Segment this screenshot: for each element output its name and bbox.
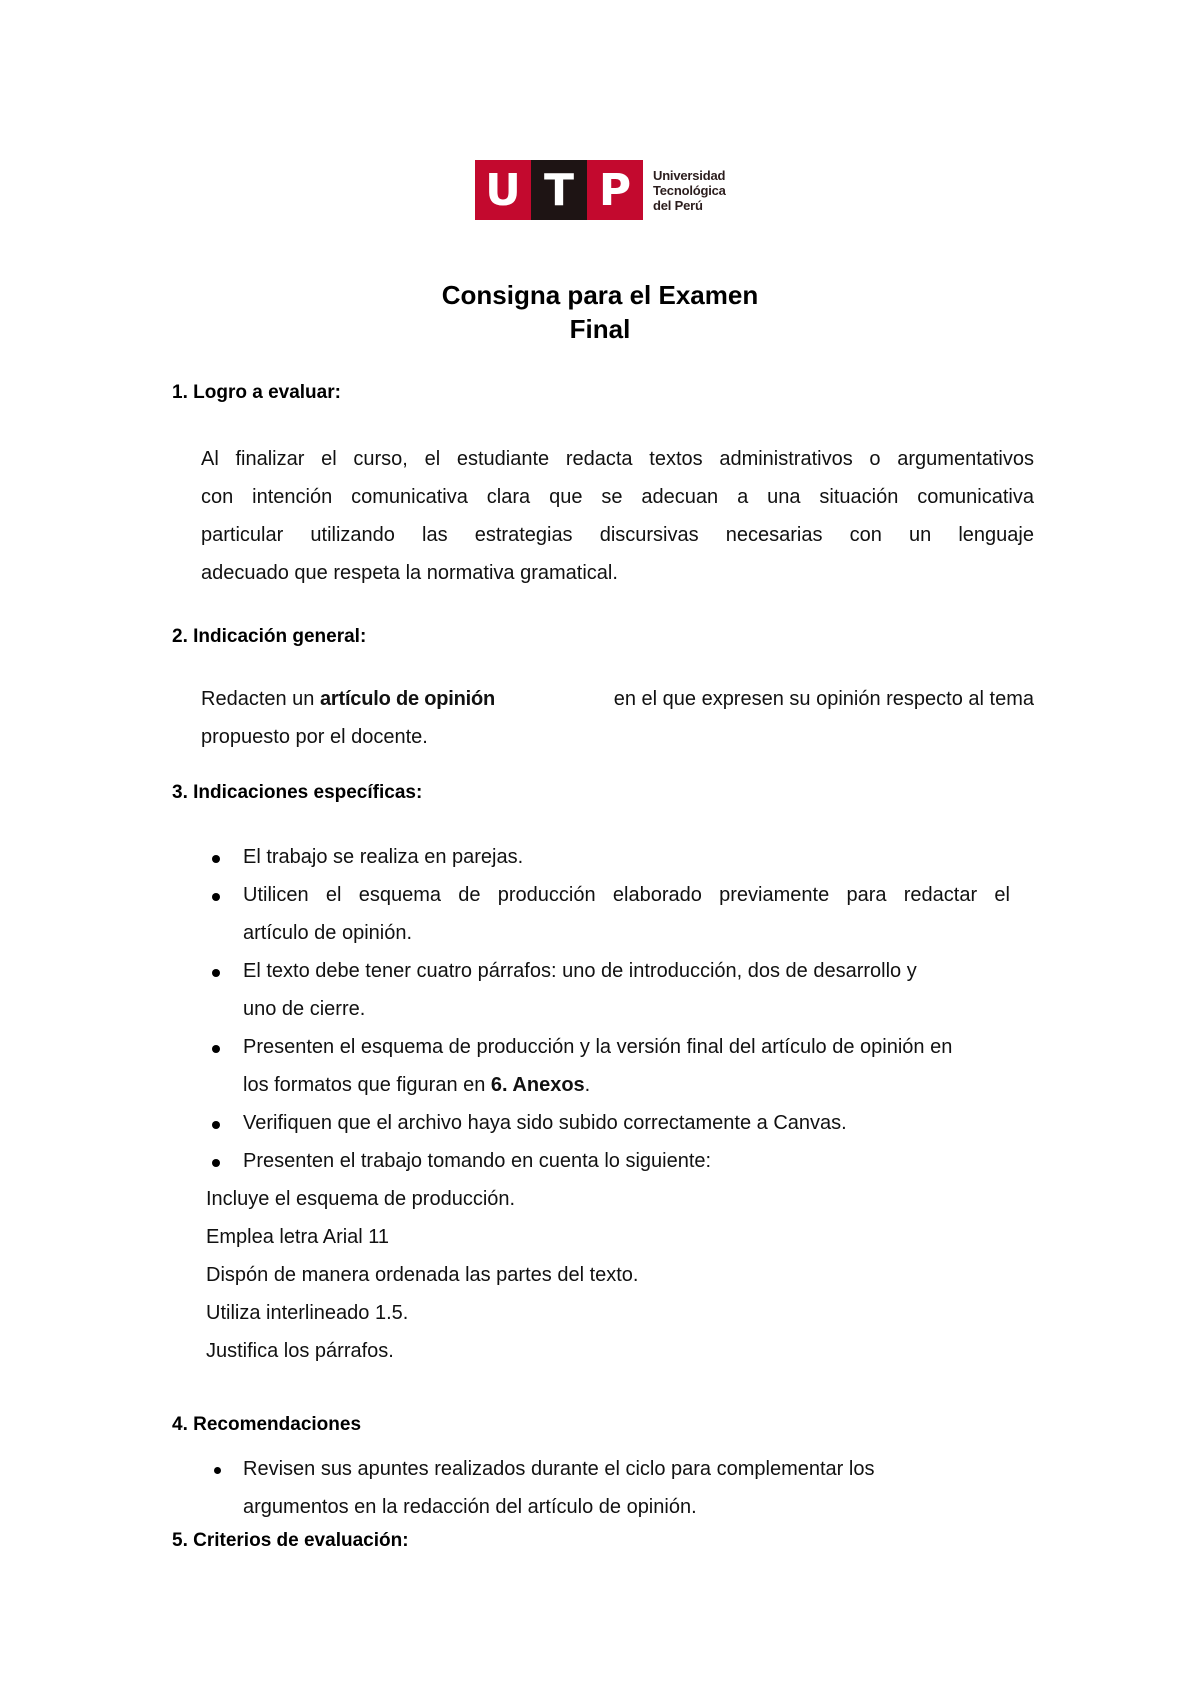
body-line: [201, 680, 1034, 718]
sublist-item: Emplea letra Arial 11: [206, 1226, 390, 1248]
body-line: con intención comunicativa clara que se adecuan a una situación comunicativa: [201, 486, 1034, 508]
bullet-icon: [212, 855, 220, 863]
section-1-body: [201, 440, 1034, 592]
bullet-line: Utilicen el esquema de producción elaborado previamente para redactar el: [243, 884, 1010, 906]
bullet-item: Presenten el trabajo tomando en cuenta lo siguiente:: [243, 1150, 712, 1172]
emphasis-article: artículo de opinión: [319, 688, 496, 710]
logo-letter-p: P: [587, 160, 643, 220]
bullet-item: El trabajo se realiza en parejas.: [243, 846, 524, 868]
page-title: [0, 278, 1200, 346]
body-line: adecuado que respeta la normativa gramatical.: [201, 562, 618, 584]
text-span: Redacten un: [201, 688, 320, 710]
text-span: en el que expresen su opinión respecto al tema: [608, 688, 1034, 710]
section-3-heading: 3. Indicaciones específicas:: [172, 782, 423, 803]
bullet-icon: [212, 969, 220, 977]
logo-letter-t: T: [531, 160, 587, 220]
title-line-2: Final: [569, 314, 631, 344]
bullet-icon: [212, 1159, 220, 1167]
text-span: los formatos que figuran en: [243, 1074, 491, 1096]
sublist-item: Dispón de manera ordenada las partes del texto.: [206, 1264, 639, 1286]
bullet-line: artículo de opinión.: [243, 922, 413, 944]
emphasis-anexos: 6. Anexos: [490, 1074, 585, 1096]
body-line: Al finalizar el curso, el estudiante redacta textos administrativos o argumentativos: [201, 448, 1034, 470]
bullet-line: argumentos en la redacción del artículo de opinión.: [243, 1496, 697, 1518]
requirements-sublist: [206, 1180, 639, 1370]
section-2-body: [201, 680, 1034, 756]
bullet-icon: [212, 1121, 220, 1129]
sublist-item: Incluye el esquema de producción.: [206, 1188, 516, 1210]
bullet-line: El texto debe tener cuatro párrafos: uno de introducción, dos de desarrollo y: [243, 960, 917, 982]
bullet-item: [243, 1028, 952, 1104]
sublist-item: Utiliza interlineado 1.5.: [206, 1302, 409, 1324]
bullet-item: Verifiquen que el archivo haya sido subido correctamente a Canvas.: [243, 1112, 847, 1134]
body-line: propuesto por el docente.: [201, 726, 428, 748]
bullet-icon: [212, 1045, 220, 1053]
bullet-icon: [214, 1467, 221, 1474]
bullet-line: Presenten el esquema de producción y la versión final del artículo de opinión en: [243, 1036, 953, 1058]
section-2-heading: 2. Indicación general:: [172, 626, 367, 647]
section-4-heading: 4. Recomendaciones: [172, 1414, 362, 1435]
bullet-item: [243, 952, 917, 1028]
logo-university-name: [653, 168, 726, 213]
bullet-item: [243, 876, 1010, 952]
logo-name-line: del Perú: [653, 197, 703, 213]
body-line: particular utilizando las estrategias discursivas necesarias con un lenguaje: [201, 524, 1034, 546]
title-line-1: Consigna para el Examen: [441, 280, 759, 310]
logo-name-line: Universidad: [653, 167, 726, 183]
bullet-icon: [212, 893, 220, 901]
bullet-line: [243, 1066, 952, 1104]
logo-letter-u: U: [475, 160, 531, 220]
logo-letter-blocks: [475, 160, 643, 220]
text-span: .: [584, 1074, 591, 1096]
bullet-line: Revisen sus apuntes realizados durante el ciclo para complementar los: [243, 1458, 875, 1480]
utp-logo: [475, 160, 726, 220]
bullet-item: [243, 1450, 874, 1526]
sublist-item: Justifica los párrafos.: [206, 1340, 394, 1362]
bullet-line: uno de cierre.: [243, 998, 366, 1020]
section-1-heading: 1. Logro a evaluar:: [172, 382, 341, 403]
logo-name-line: Tecnológica: [653, 182, 726, 198]
section-5-heading: 5. Criterios de evaluación:: [172, 1530, 409, 1551]
